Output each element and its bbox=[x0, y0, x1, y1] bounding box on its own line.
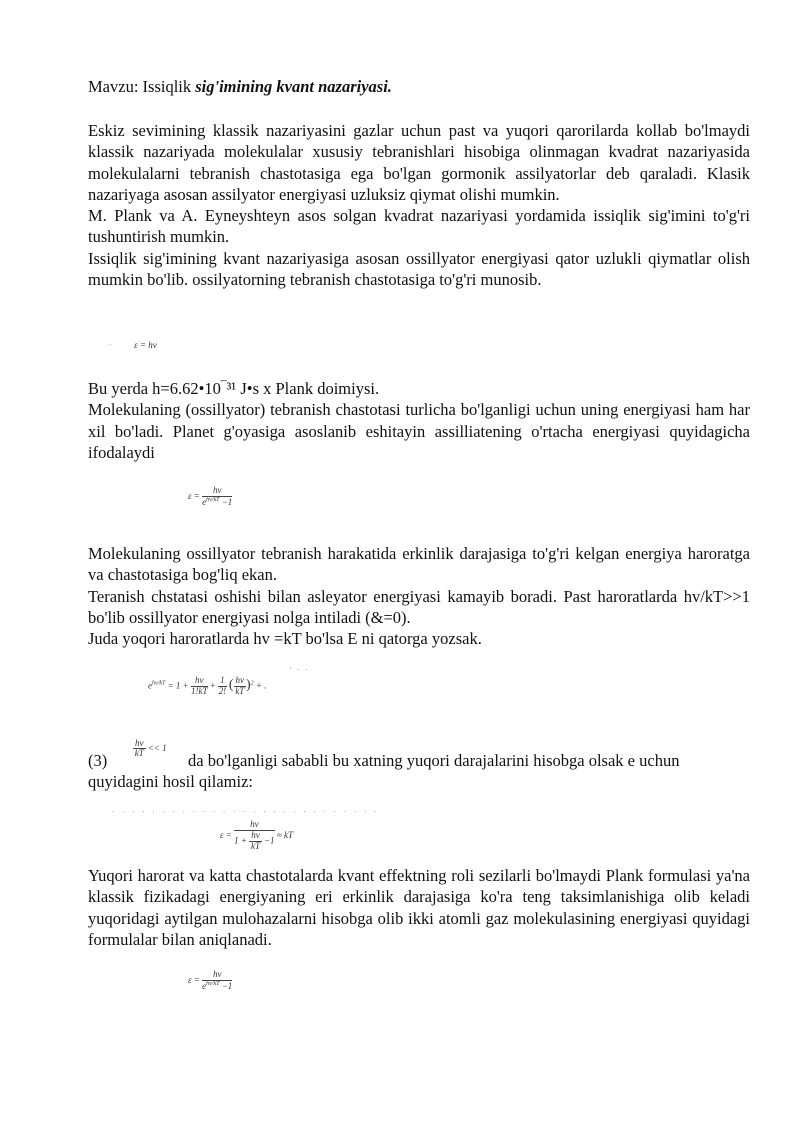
series-exp-power: hν/kT bbox=[152, 680, 166, 687]
diatomic-num: hν bbox=[202, 970, 232, 981]
formula-energy-quantum: ' ' ε = hν bbox=[108, 340, 157, 350]
title-emphasis: sig'imining kvant nazariyasi. bbox=[195, 77, 392, 96]
condition-relation: << 1 bbox=[147, 743, 167, 753]
temperature-section bbox=[88, 543, 750, 649]
series-tail: + . bbox=[255, 680, 267, 691]
paragraph-quantum-energy: Issiqlik sig'imining kvant nazariyasiga asosan ossillyator energiyasi qator uzlukli qiymatlar olish mumkin bo'lib. ossilyatorning tebranish chastotasiga to'g'ri munosib. bbox=[88, 248, 750, 290]
conclusion-section bbox=[88, 865, 750, 950]
formula-exp-power: hν/kT bbox=[206, 496, 220, 503]
condition-num: hν bbox=[135, 737, 144, 748]
equation-number: (3) bbox=[88, 751, 108, 770]
formula-high-temperature-limit bbox=[220, 820, 293, 852]
diatomic-den-tail: −1 bbox=[221, 980, 233, 991]
series-term1-num: hν bbox=[191, 676, 208, 687]
paragraph-conclusion: Yuqori harorat va katta chastotalarda kvant effektning roli sezilarli bo'lmaydi Plank formulasi ya'na klassik fizikadagi energiyaning eri erkinlik darajasiga ko'ra teng taksimlanishiga olib keladi yuqoridagi aytilgan mulohazalarni hisobga olib ikki atomli gaz molekulasining energiyasi quyidagi formulalar bilan aniqlanadi. bbox=[88, 866, 750, 949]
paragraph-low-temperature: Teranish chstatasi oshishi bilan asleyator energiyasi kamayib boradi. Past haroratlarda hv/kT>>1 bo'lib ossillyator energiyasi nolga intiladi (&=0). bbox=[88, 586, 750, 627]
planck-section bbox=[88, 378, 750, 463]
diatomic-lhs: ε = bbox=[188, 974, 200, 985]
condition-text-continued: quyidagini hosil qilamiz: bbox=[88, 772, 253, 791]
intro-section bbox=[88, 120, 750, 290]
series-eq: = 1 + bbox=[167, 680, 189, 691]
formula-exp-base: e bbox=[202, 496, 207, 507]
limit-num: hν bbox=[234, 820, 274, 831]
limit-den-tail: −1 bbox=[263, 835, 275, 846]
formula-energy-quantum-text: ε = hν bbox=[134, 340, 157, 350]
diatomic-exp-base: e bbox=[202, 980, 207, 991]
paragraph-classical-theory: Eskiz sevimining klassik nazariyasini gazlar uchun past va yuqori qarorilarda kollab bo'lmaydi klassik nazariyada molekulalar xususiy tebranishlari hisobiga olinmagan kvadrat nazariyasida molekulalarni tebranish chastotasiga ega bo'lgan gormonik assilyatorlar deb qaraladi. Klasik nazariyaga asosan assilyator energiyasi uzluksiz qiymat olishi mumkin. bbox=[88, 121, 750, 204]
limit-lhs: ε = bbox=[220, 829, 232, 840]
page-title bbox=[88, 76, 750, 98]
scan-artifact-dots: · · · · · · · · · · · · · · · · · · · · · · · · · · · bbox=[112, 808, 380, 816]
condition-den: kT bbox=[134, 748, 144, 759]
formula-numerator: hν bbox=[202, 486, 232, 497]
series-term2-den: 2! bbox=[218, 685, 227, 696]
series-term2-num: 1 bbox=[220, 675, 225, 685]
formula-series-expansion: $e^{h\nu/kT} = 1$ + $\frac{h\nu}{1!kT}$ + $\frac{1}{2!}$ ( $\frac{h\nu}{kT}$ )$^2$ + . bbox=[148, 675, 267, 696]
formula-condition bbox=[133, 738, 167, 759]
paragraph-plank-einstein: M. Plank va A. Eyneyshteyn asos solgan kvadrat nazariyasi yordamida issiqlik sig'imini to'g'ri tushuntirish mumkin. bbox=[88, 206, 750, 247]
diatomic-exp-power: hν/kT bbox=[206, 980, 220, 987]
formula-average-energy bbox=[188, 486, 232, 508]
series-term1-den: 1!kT bbox=[191, 685, 208, 696]
series-paren-den: kT bbox=[235, 685, 245, 696]
formula-lhs: ε = bbox=[188, 490, 200, 501]
paragraph-planck-constant: Bu yerda h=6.62•10‾³¹ J•s x Plank doimiysi. bbox=[88, 379, 380, 398]
series-plus: + bbox=[209, 680, 216, 691]
series-power: 2 bbox=[250, 680, 254, 687]
formula-den-tail: −1 bbox=[221, 496, 233, 507]
paragraph-average-energy: Molekulaning (ossillyator) tebranish chastotasi turlicha bo'lganligi uchun uning energiyasi ham har xil bo'ladi. Planet g'oyasiga asoslanib eshitayin assilliatening o'rtacha energiyasi quyidagicha ifodalaydi bbox=[88, 400, 750, 462]
series-exp-base: e bbox=[148, 680, 152, 691]
series-paren-num: hν bbox=[235, 675, 244, 685]
paragraph-degrees-freedom: Molekulaning ossillyator tebranish harakatida erkinlik darajasiga to'g'ri kelgan energiya haroratga va chastotasiga bog'liq ekan. bbox=[88, 544, 750, 585]
paragraph-high-temperature: Juda yoqori haroratlarda hv =kT bo'lsa E ni qatorga yozsak. bbox=[88, 629, 482, 649]
limit-den-pre: 1 + bbox=[234, 835, 247, 846]
limit-approx: ≈ kT bbox=[276, 829, 293, 840]
condition-text: da bo'lganligi sababli bu xatning yuqori darajalarini hisobga olsak e uchun bbox=[188, 751, 680, 770]
title-prefix: Mavzu: Issiqlik bbox=[88, 77, 196, 96]
formula-diatomic-energy bbox=[188, 970, 232, 992]
limit-den-den: kT bbox=[250, 840, 260, 851]
scan-artifact: ' · · bbox=[290, 666, 310, 674]
limit-den-num: hν bbox=[251, 829, 260, 840]
